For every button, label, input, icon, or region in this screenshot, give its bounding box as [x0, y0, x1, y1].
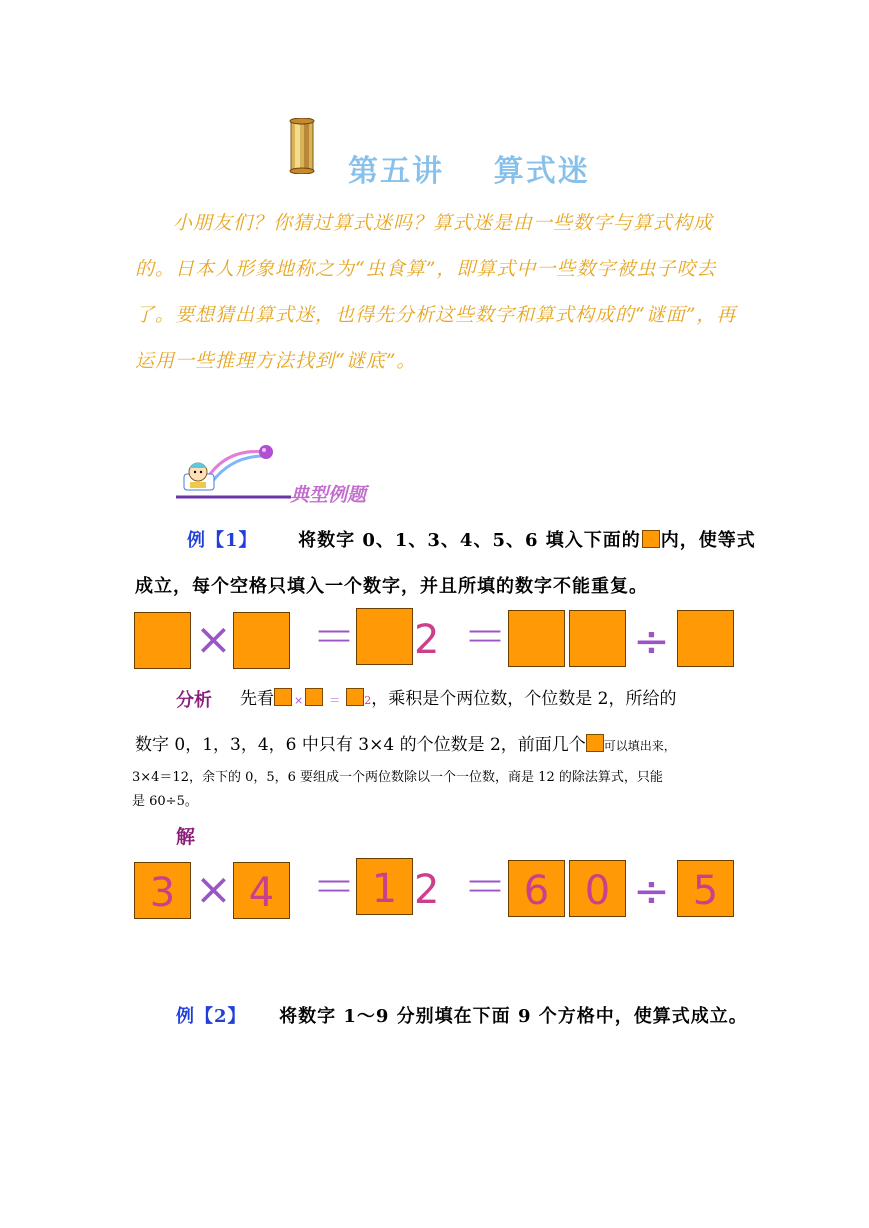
intro-paragraph: 小朋友们？你猜过算式迷吗？算式迷是由一些数字与算式构成的。日本人形象地称之为“虫食算”，即算式中一些数字被虫子咬去了。要想猜出算式迷，也得先分析这些数字和算式构成的“谜面”，再运用一些推理方法找到“谜底”。	[135, 212, 737, 372]
mini-blank-box	[274, 688, 292, 706]
blank-box	[677, 610, 734, 667]
mini-equals-sign: ＝	[329, 694, 341, 707]
mini-blank-box	[346, 688, 364, 706]
equals-sign: ＝	[463, 862, 507, 913]
analysis-l1-prefix: 先看	[240, 689, 274, 709]
solution-box: 1	[356, 858, 413, 915]
example-2-label: 例【2】	[176, 1006, 247, 1027]
example-2-text: 将数字 1～9 分别填在下面 9 个方格中，使算式成立。	[279, 1006, 748, 1027]
example-2-line	[176, 1002, 748, 1028]
blank-box	[356, 608, 413, 665]
equals-sign: ＝	[312, 612, 356, 663]
student-reading-icon	[176, 440, 291, 500]
section-title: 典型例题	[290, 484, 367, 506]
analysis-label: 分析	[176, 690, 212, 711]
solution-box: 3	[134, 862, 191, 919]
analysis-line-2	[135, 730, 676, 755]
solution-box: 5	[677, 860, 734, 917]
example-1-label: 例【1】	[187, 530, 258, 551]
divide-sign: ÷	[633, 866, 670, 917]
solution-box: 4	[233, 862, 290, 919]
analysis-l2-small: 可以填出来，	[603, 739, 676, 753]
times-sign: ×	[195, 864, 232, 915]
solution-label: 解	[176, 826, 196, 848]
analysis-line-3: 3×4＝12，余下的 0，5，6 要组成一个两位数除以一个一位数，商是 12 的除法算式，只能	[132, 770, 663, 785]
example-1-line-1	[187, 526, 756, 552]
blank-box	[508, 610, 565, 667]
solution-box: 0	[569, 860, 626, 917]
equals-sign: ＝	[312, 862, 356, 913]
times-sign: ×	[195, 614, 232, 665]
analysis-l2-main: 数字 0，1，3，4，6 中只有 3×4 的个位数是 2，前面几个	[135, 735, 586, 755]
blank-box	[233, 612, 290, 669]
divide-sign: ÷	[633, 616, 670, 667]
mini-fixed-digit: 2	[364, 694, 372, 707]
blank-box-icon	[642, 530, 660, 548]
blank-box	[569, 610, 626, 667]
scroll-icon	[287, 118, 317, 174]
example-1-text-a: 将数字 0、1、3、4、5、6 填入下面的	[298, 530, 641, 551]
mini-times-sign: ×	[294, 694, 304, 707]
mini-blank-box	[586, 734, 604, 752]
example-1-line-2: 成立，每个空格只填入一个数字，并且所填的数字不能重复。	[135, 576, 648, 597]
page-title: 第五讲 算式迷	[348, 154, 590, 189]
example-1-text-b: 内，使等式	[660, 530, 756, 551]
blank-box	[134, 612, 191, 669]
fixed-digit: 2	[414, 867, 440, 913]
analysis-line-1	[240, 684, 676, 709]
equals-sign: ＝	[463, 612, 507, 663]
fixed-digit: 2	[414, 617, 440, 663]
solution-box: 6	[508, 860, 565, 917]
mini-blank-box	[305, 688, 323, 706]
analysis-l1-suffix: ，乘积是个两位数，个位数是 2，所给的	[371, 689, 677, 709]
analysis-line-4: 是 60÷5。	[132, 794, 198, 809]
